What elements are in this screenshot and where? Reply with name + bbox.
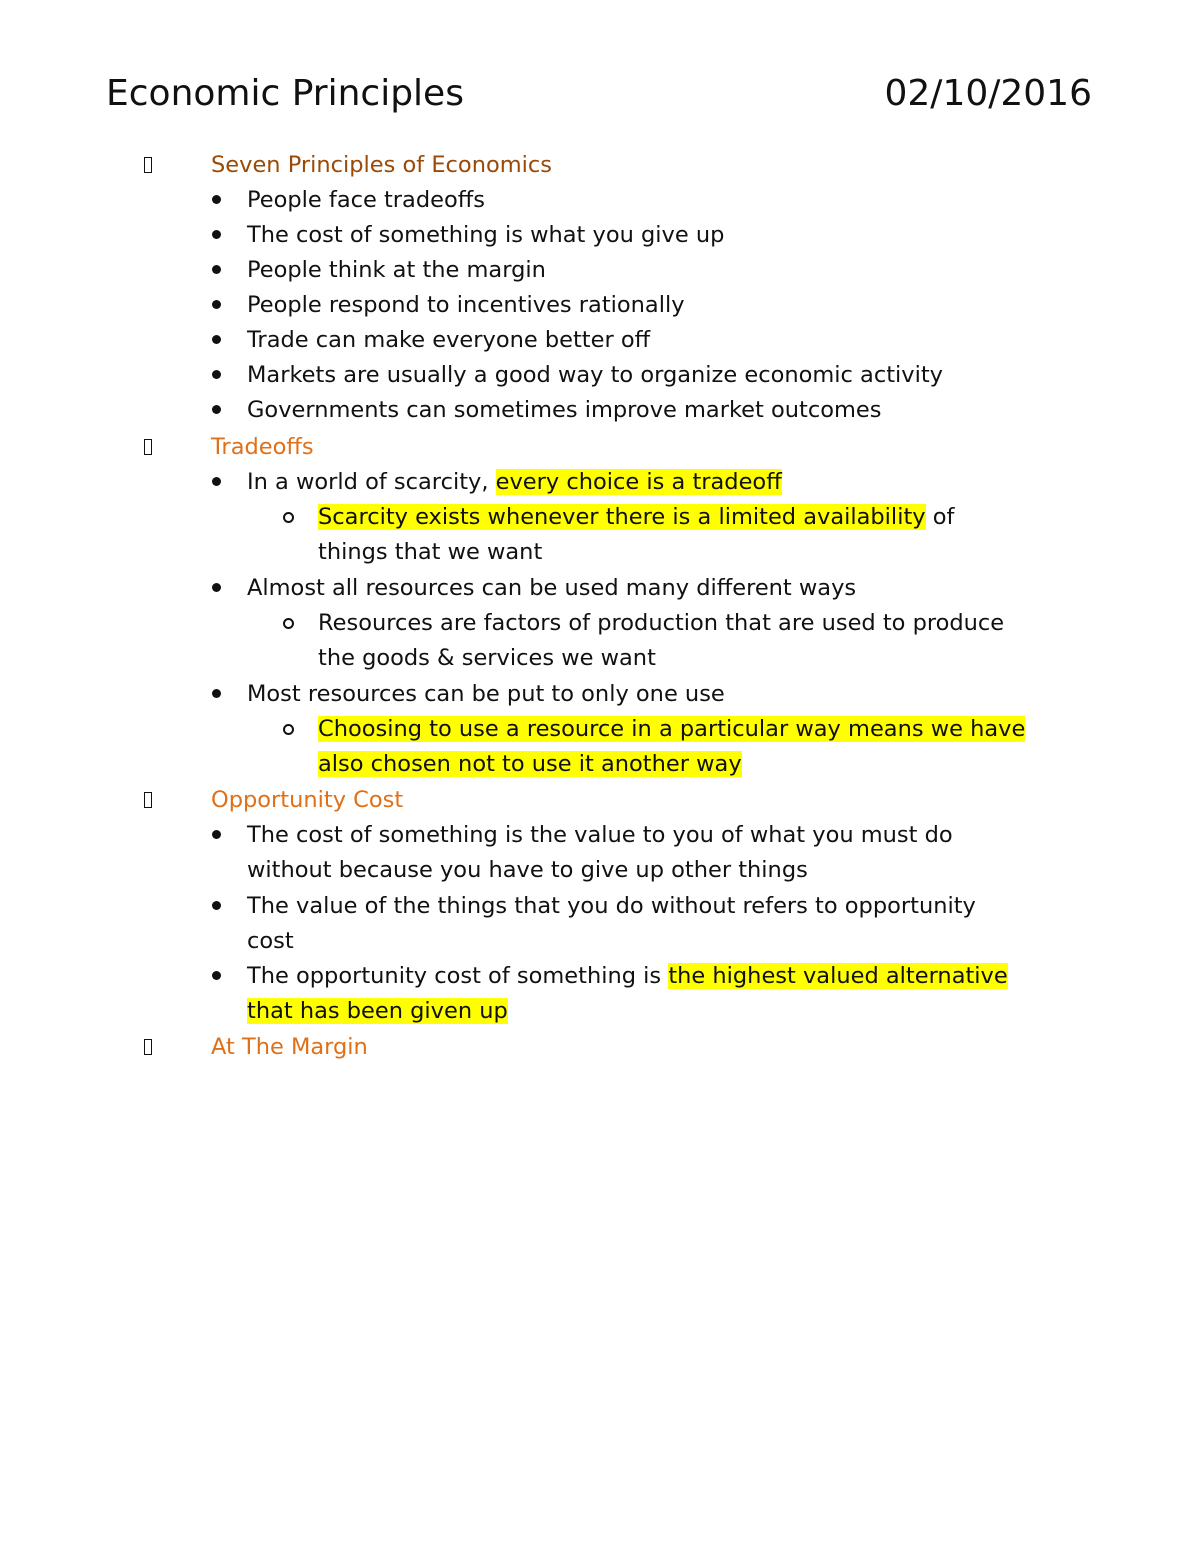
highlighted-text: the highest valued alternative — [668, 963, 1008, 989]
list-item: The value of the things that you do without refers to opportunity — [247, 893, 976, 919]
section-heading-seven-principles: Seven Principles of Economics — [211, 152, 552, 178]
sub-bullet-icon — [283, 724, 294, 735]
list-item-continuation: cost — [247, 928, 294, 954]
list-item: Almost all resources can be used many different ways — [247, 575, 857, 601]
list-item: People face tradeoffs — [247, 187, 485, 213]
bullet-icon — [212, 370, 221, 379]
bullet-icon — [212, 195, 221, 204]
document-date: 02/10/2016 — [884, 73, 1092, 114]
bullet-icon — [212, 335, 221, 344]
sub-bullet-icon — [283, 618, 294, 629]
section-marker-icon — [144, 439, 152, 455]
highlighted-text: Scarcity exists whenever there is a limited availability — [318, 504, 926, 530]
section-heading-tradeoffs: Tradeoffs — [211, 434, 314, 460]
sub-list-item — [318, 712, 1025, 747]
bullet-icon — [212, 265, 221, 274]
list-item: The cost of something is the value to you of what you must do — [247, 822, 953, 848]
list-item-continuation — [247, 994, 508, 1029]
section-heading-opportunity-cost: Opportunity Cost — [211, 787, 404, 813]
list-item: Governments can sometimes improve market outcomes — [247, 397, 882, 423]
bullet-icon — [212, 689, 221, 698]
list-item: People think at the margin — [247, 257, 546, 283]
section-heading-at-the-margin: At The Margin — [211, 1034, 368, 1060]
list-item: Trade can make everyone better off — [247, 327, 651, 353]
highlighted-text: every choice is a tradeoff — [495, 469, 782, 495]
sub-list-item-continuation — [318, 747, 742, 782]
highlighted-text: Choosing to use a resource in a particular way means we have — [318, 716, 1026, 742]
sub-list-item-continuation: things that we want — [318, 539, 543, 565]
list-item — [247, 465, 782, 500]
bullet-icon — [212, 901, 221, 910]
section-marker-icon — [144, 792, 152, 808]
bullet-icon — [212, 405, 221, 414]
title-row — [106, 70, 1092, 118]
document-title: Economic Principles — [106, 73, 464, 114]
list-item: People respond to incentives rationally — [247, 292, 685, 318]
bullet-icon — [212, 477, 221, 486]
sub-list-item-continuation: the goods & services we want — [318, 645, 656, 671]
highlighted-text: that has been given up — [247, 998, 508, 1024]
text-segment: of — [925, 504, 955, 530]
list-item — [247, 959, 1008, 994]
bullet-icon — [212, 583, 221, 592]
bullet-icon — [212, 230, 221, 239]
sub-list-item — [318, 500, 954, 535]
bullet-icon — [212, 830, 221, 839]
text-segment: The opportunity cost of something is — [247, 963, 669, 989]
sub-list-item: Resources are factors of production that are used to produce — [318, 610, 1005, 636]
section-marker-icon — [144, 157, 152, 173]
bullet-icon — [212, 300, 221, 309]
text-segment: In a world of scarcity, — [247, 469, 496, 495]
section-marker-icon — [144, 1039, 152, 1055]
list-item: Most resources can be put to only one use — [247, 681, 725, 707]
highlighted-text: also chosen not to use it another way — [318, 751, 742, 777]
list-item: Markets are usually a good way to organize economic activity — [247, 362, 943, 388]
sub-bullet-icon — [283, 512, 294, 523]
list-item: The cost of something is what you give up — [247, 222, 725, 248]
list-item-continuation: without because you have to give up other things — [247, 857, 808, 883]
bullet-icon — [212, 971, 221, 980]
